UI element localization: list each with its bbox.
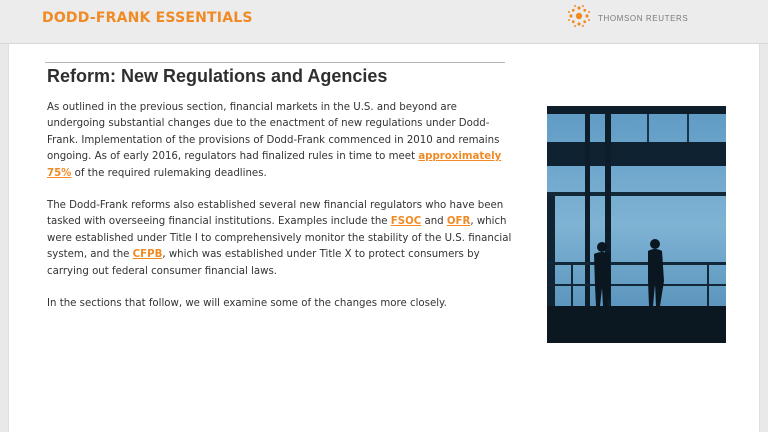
- link-approximately-75[interactable]: approximately 75%: [47, 151, 502, 179]
- link-cfpb[interactable]: CFPB: [132, 249, 163, 261]
- paragraph-1: [47, 100, 512, 182]
- brand-text: THOMSON REUTERS: [598, 13, 689, 23]
- paragraph-1-text-a: As outlined in the previous section, financial markets in the U.S. and beyond are undergoing substantial changes due to the enactment of new regulations under Dodd-Frank. Implementation of the provisions of Dodd-Frank commenced in 2010 and remains ongoing. As of early 2016, regulators had finalized rules in time to meet: [47, 102, 500, 163]
- paragraph-2: [47, 198, 512, 280]
- paragraph-2-text-c: , which were established under Title I to comprehensively monitor the stability of the U.S. financial system, and the: [47, 216, 512, 261]
- office-silhouettes-photo: [547, 106, 726, 343]
- paragraph-2-text-b: and: [421, 216, 447, 228]
- slide-content: [8, 44, 760, 432]
- link-fsoc[interactable]: FSOC: [390, 216, 422, 228]
- course-title: DODD-FRANK ESSENTIALS: [42, 10, 253, 26]
- title-rule: [45, 62, 505, 63]
- slide-title: Reform: New Regulations and Agencies: [47, 66, 388, 86]
- link-ofr[interactable]: OFR: [446, 216, 471, 228]
- paragraph-3: In the sections that follow, we will examine some of the changes more closely.: [47, 298, 447, 310]
- top-bar: [0, 0, 768, 44]
- slide-body: [47, 100, 512, 328]
- brand-logo: [566, 6, 688, 30]
- paragraph-2-text-a: The Dodd-Frank reforms also established several new financial regulators who have been tasked with overseeing financial institutions. Examples include the: [47, 200, 504, 228]
- paragraph-2-text-d: , which was established under Title X to protect consumers by carrying out federal consumer financial laws.: [47, 249, 480, 277]
- paragraph-1-text-b: of the required rulemaking deadlines.: [71, 167, 267, 179]
- thomson-reuters-logo-icon: [566, 3, 592, 34]
